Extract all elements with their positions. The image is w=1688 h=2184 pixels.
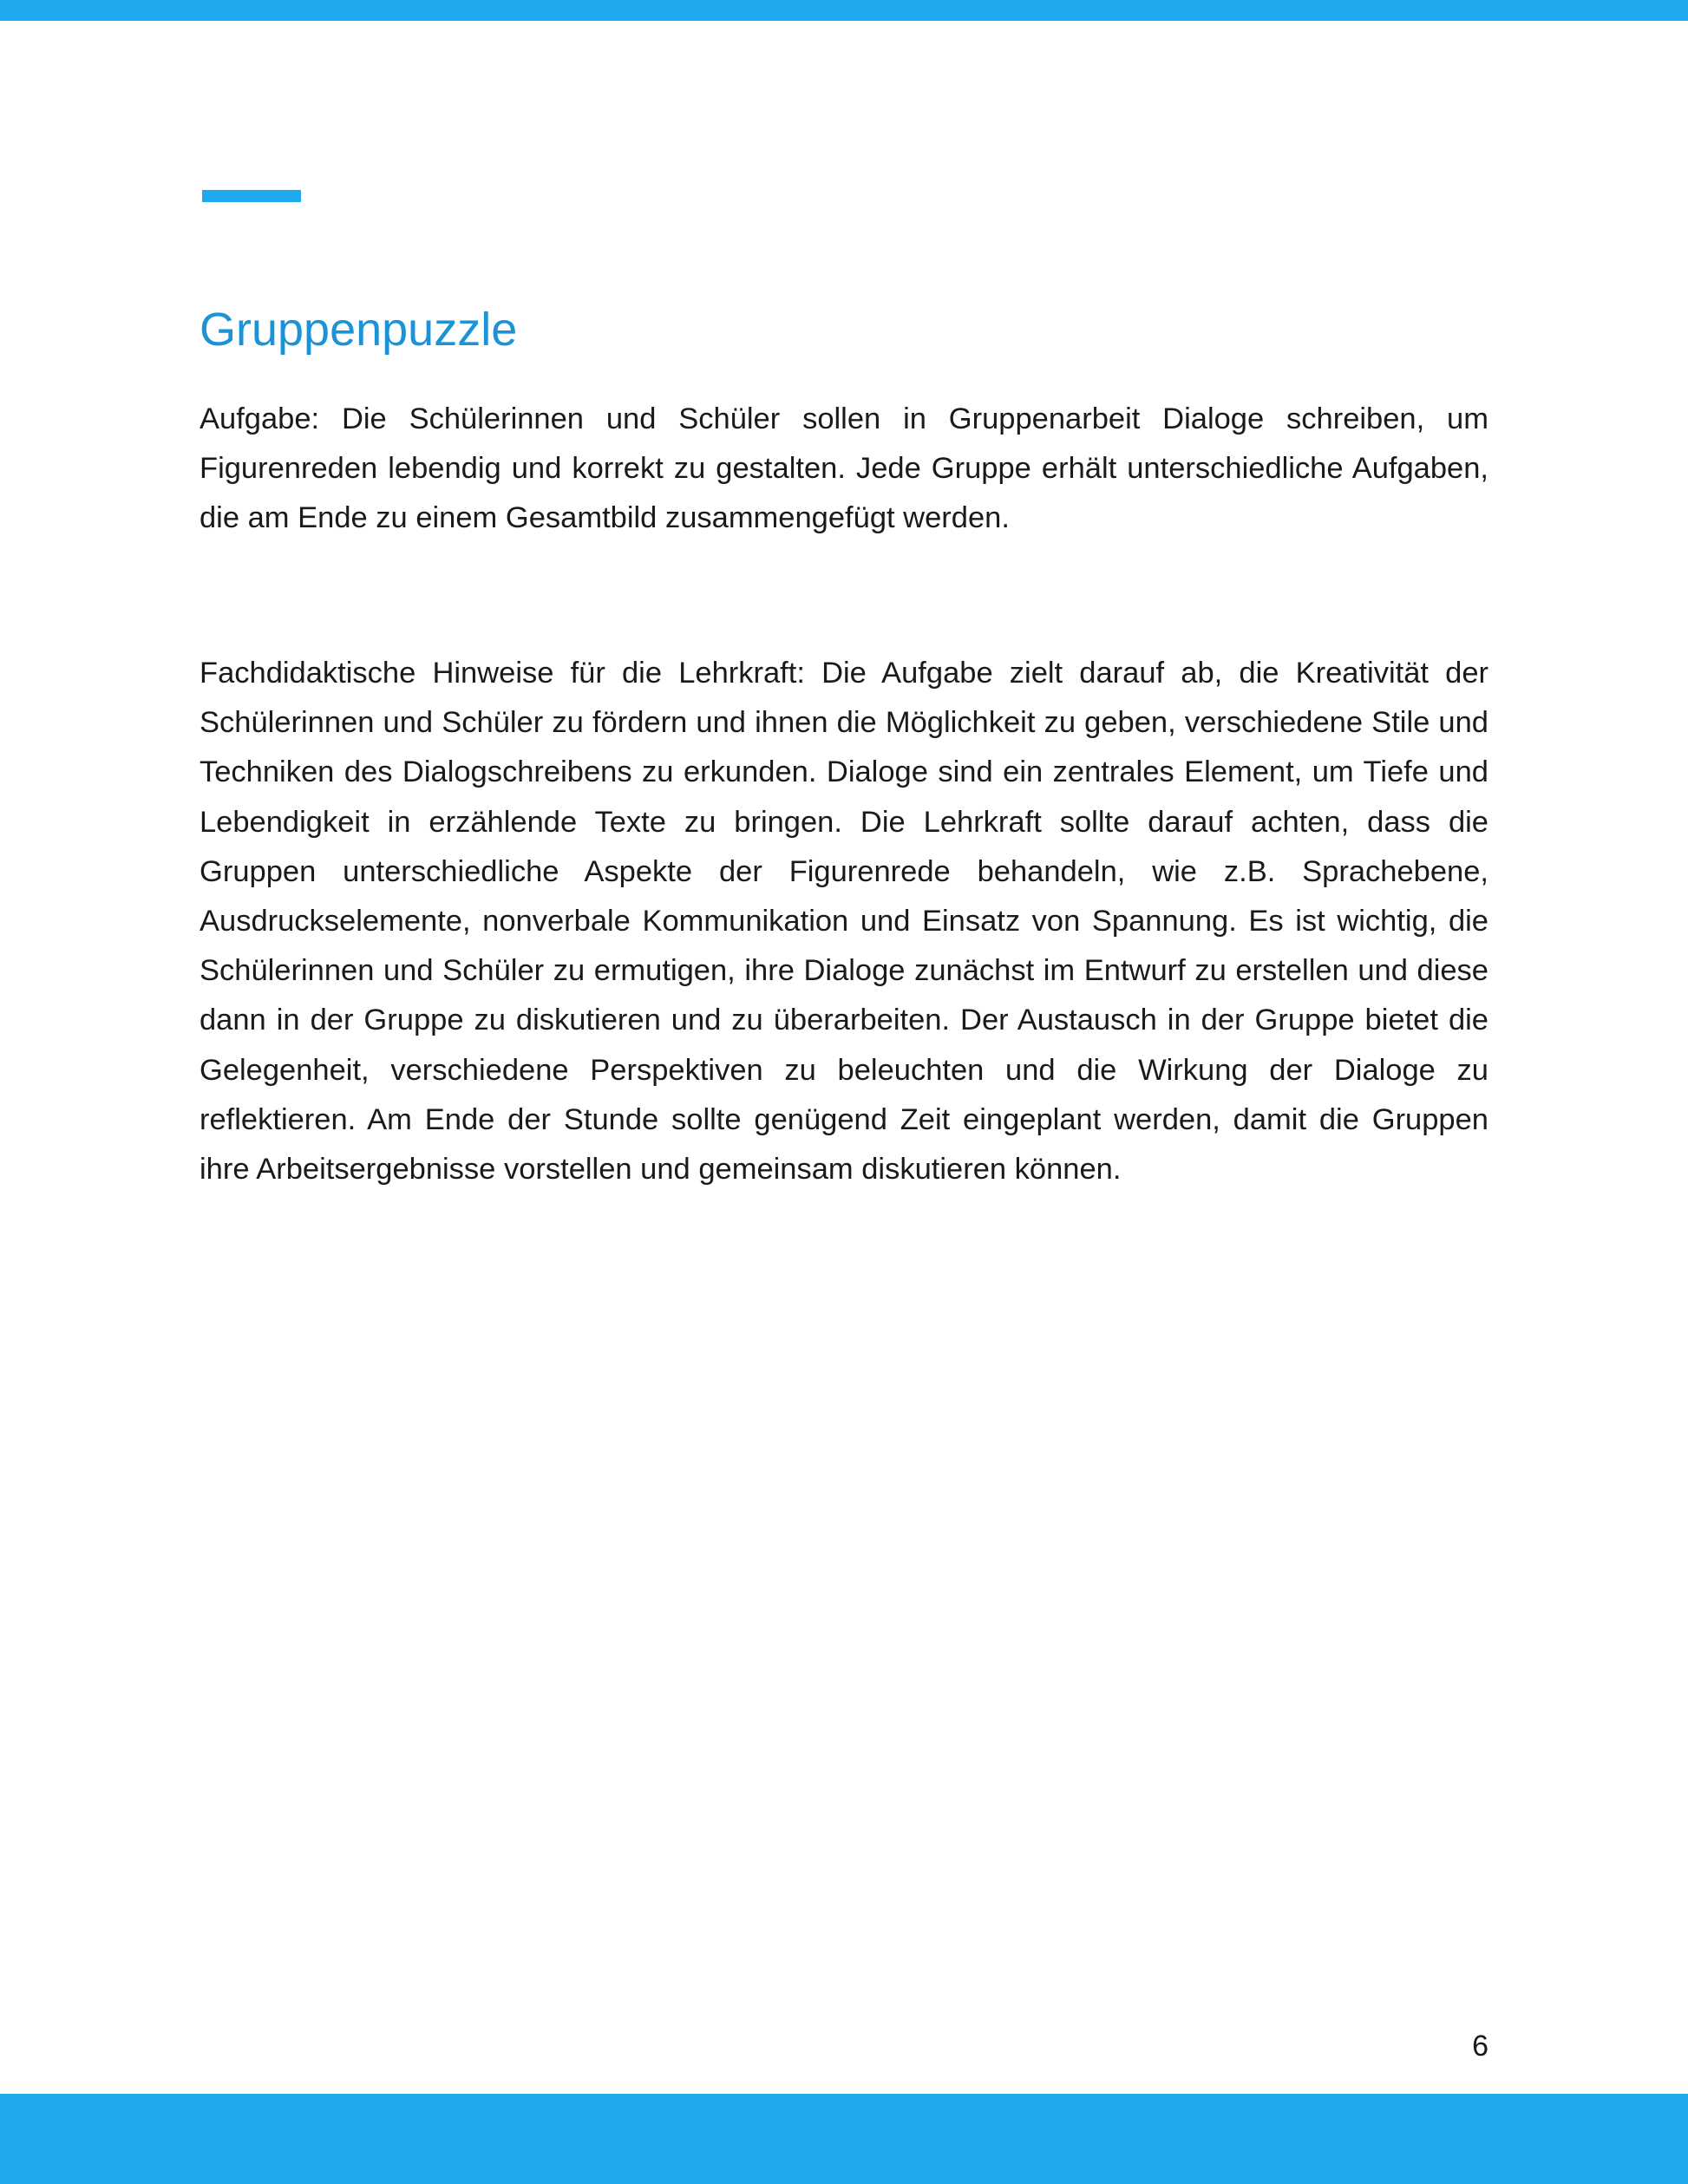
section-accent-dash: [202, 190, 301, 202]
bottom-accent-bar: [0, 2094, 1688, 2184]
teacher-notes-paragraph: Fachdidaktische Hinweise für die Lehrkraft: Die Aufgabe zielt darauf ab, die Kreativität der Schülerinnen und Schüler zu fördern und ihnen die Möglichkeit zu geben, verschiedene Stile und Techniken des Dialogschreibens zu erkunden. Dialoge sind ein zentrales Element, um Tiefe und Lebendigkeit in erzählende Texte zu bringen. Die Lehrkraft sollte darauf achten, dass die Gruppen unterschiedliche Aspekte der Figurenrede behandeln, wie z.B. Sprachebene, Ausdruckselemente, nonverbale Kommunikation und Einsatz von Spannung. Es ist wichtig, die Schülerinnen und Schüler zu ermutigen, ihre Dialoge zunächst im Entwurf zu erstellen und diese dann in der Gruppe zu diskutieren und zu überarbeiten. Der Austausch in der Gruppe bietet die Gelegenheit, verschiedene Perspektiven zu beleuchten und die Wirkung der Dialoge zu reflektieren. Am Ende der Stunde sollte genügend Zeit eingeplant werden, damit die Gruppen ihre Arbeitsergebnisse vorstellen und gemeinsam diskutieren können.: [200, 657, 1488, 1187]
page-number: 6: [1472, 2030, 1488, 2063]
top-accent-bar: [0, 0, 1688, 21]
task-paragraph: Aufgabe: Die Schülerinnen und Schüler sollen in Gruppenarbeit Dialoge schreiben, um Figurenreden lebendig und korrekt zu gestalten. Jede Gruppe erhält unterschiedliche Aufgaben, die am Ende zu einem Gesamtbild zusammengefügt werden.: [200, 402, 1488, 535]
section-title: Gruppenpuzzle: [200, 304, 518, 356]
